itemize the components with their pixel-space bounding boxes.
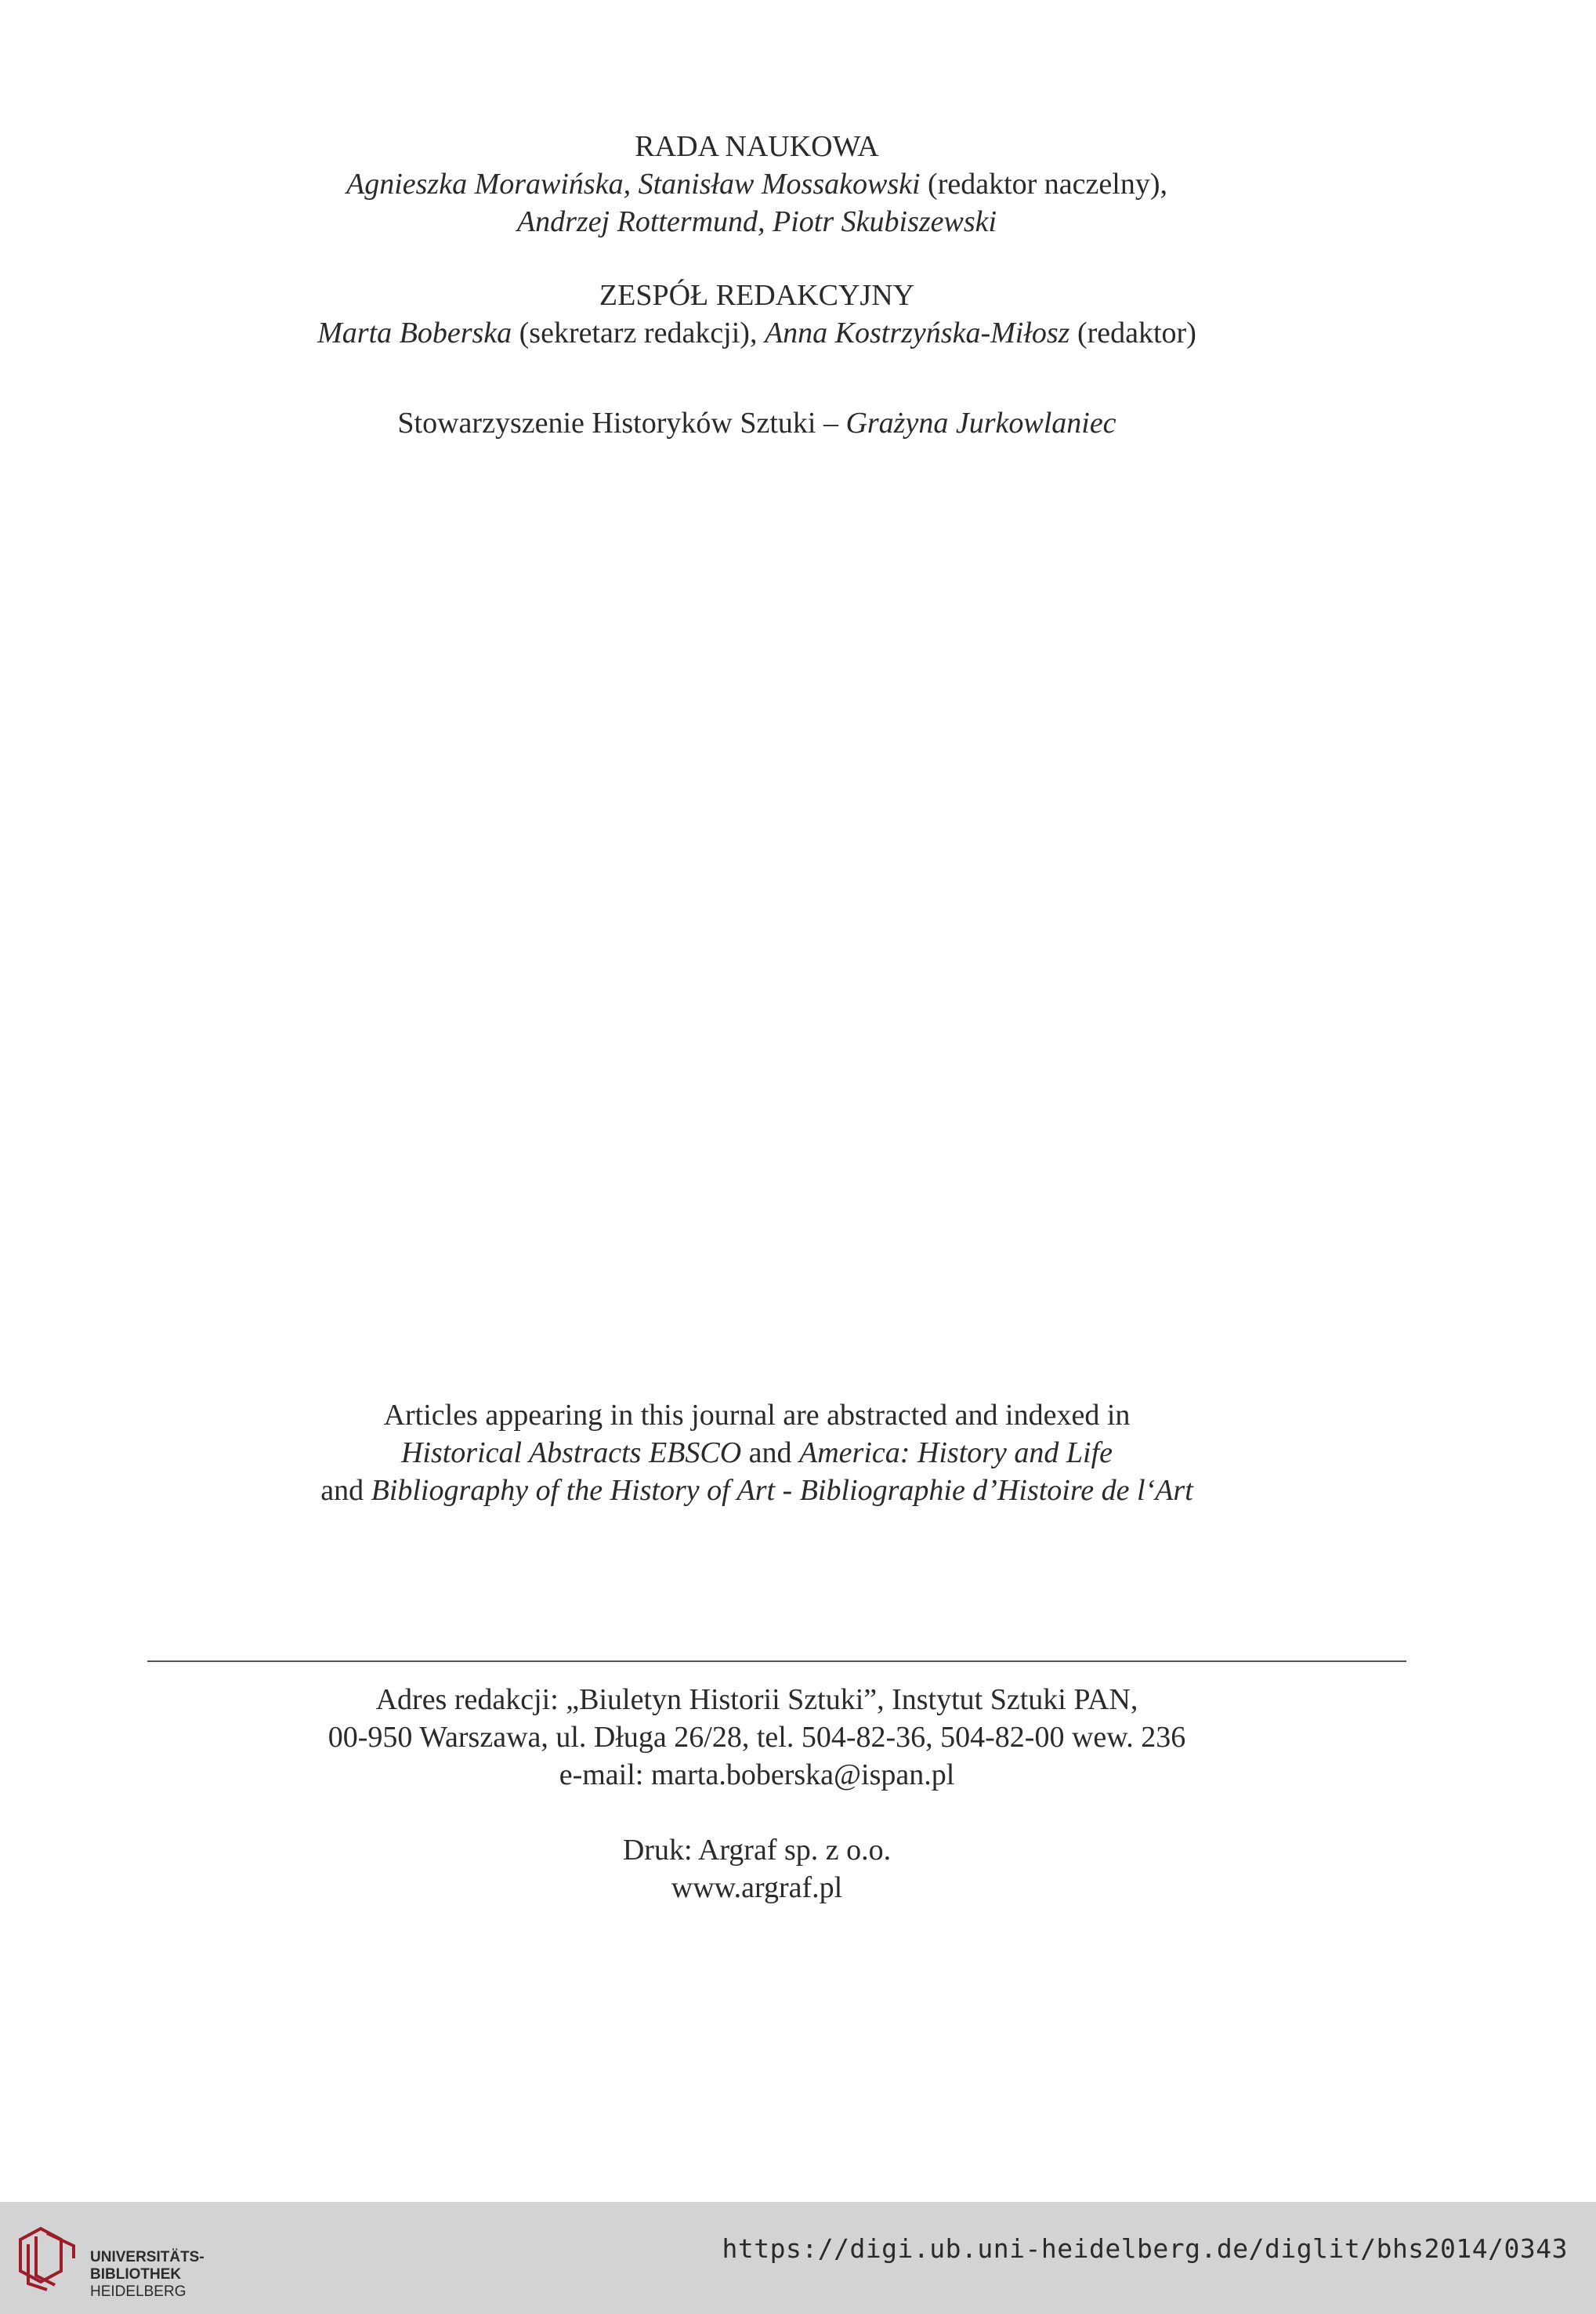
printer-name: Druk: Argraf sp. z o.o. bbox=[622, 1834, 892, 1867]
horizontal-divider bbox=[147, 1660, 1406, 1662]
rada-line-2: Andrzej Rottermund, Piotr Skubiszewski bbox=[516, 205, 997, 238]
logo-line-2: BIBLIOTHEK bbox=[90, 2266, 182, 2283]
stowarzyszenie-section bbox=[0, 404, 1514, 442]
rada-names-1: Agnieszka Morawińska, Stanisław Mossakowski bbox=[346, 168, 921, 201]
logo-line-3: HEIDELBERG bbox=[90, 2283, 186, 2300]
stowarzyszenie-name: Grażyna Jurkowlaniec bbox=[845, 407, 1116, 440]
digitization-footer bbox=[0, 2202, 1596, 2314]
permalink-url[interactable]: https://digi.ub.uni-heidelberg.de/diglit/bhs2014/0343 bbox=[722, 2233, 1568, 2264]
indexing-db-3: Bibliography of the History of Art - Bibliographie d’Histoire de l‘Art bbox=[371, 1474, 1193, 1507]
zespol-role-1: (sekretarz redakcji), bbox=[512, 317, 765, 349]
print-section bbox=[0, 1831, 1514, 1907]
zespol-heading: ZESPÓŁ REDAKCYJNY bbox=[599, 279, 915, 312]
indexing-intro: Articles appearing in this journal are abstracted and indexed in bbox=[383, 1399, 1131, 1432]
rada-heading: RADA NAUKOWA bbox=[635, 130, 879, 163]
address-line-2: 00-950 Warszawa, ul. Długa 26/28, tel. 504-82-36, 504-82-00 wew. 236 bbox=[328, 1721, 1186, 1754]
zespol-redakcyjny-section bbox=[0, 277, 1514, 352]
indexing-line-3 bbox=[0, 1472, 1514, 1509]
indexing-section bbox=[0, 1396, 1514, 1509]
printer-website: www.argraf.pl bbox=[671, 1871, 843, 1904]
zespol-name-1: Marta Boberska bbox=[317, 317, 512, 349]
university-library-logo[interactable] bbox=[16, 2224, 219, 2300]
rada-role-1: (redaktor naczelny), bbox=[920, 168, 1167, 201]
stowarzyszenie-org: Stowarzyszenie Historyków Sztuki – bbox=[397, 407, 846, 440]
stowarzyszenie-line bbox=[0, 404, 1514, 442]
zespol-members bbox=[0, 314, 1514, 352]
indexing-db-2: America: History and Life bbox=[799, 1436, 1113, 1469]
address-line-1: Adres redakcji: „Biuletyn Historii Sztuki”, Instytut Sztuki PAN, bbox=[375, 1683, 1138, 1716]
logo-line-1: UNIVERSITÄTS- bbox=[90, 2249, 204, 2265]
address-email: e-mail: marta.boberska@ispan.pl bbox=[559, 1758, 955, 1791]
indexing-and-1: and bbox=[741, 1436, 800, 1469]
library-logo-icon bbox=[16, 2224, 78, 2291]
rada-line-1 bbox=[0, 165, 1514, 203]
zespol-name-2: Anna Kostrzyńska-Miłosz bbox=[764, 317, 1070, 349]
rada-naukowa-section bbox=[0, 128, 1514, 241]
indexing-db-1: Historical Abstracts EBSCO bbox=[400, 1436, 742, 1469]
address-section bbox=[0, 1681, 1514, 1794]
indexing-line-2 bbox=[0, 1434, 1514, 1472]
zespol-role-2: (redaktor) bbox=[1069, 317, 1196, 349]
library-logo-text bbox=[90, 2249, 204, 2301]
indexing-and-2: and bbox=[320, 1474, 371, 1507]
